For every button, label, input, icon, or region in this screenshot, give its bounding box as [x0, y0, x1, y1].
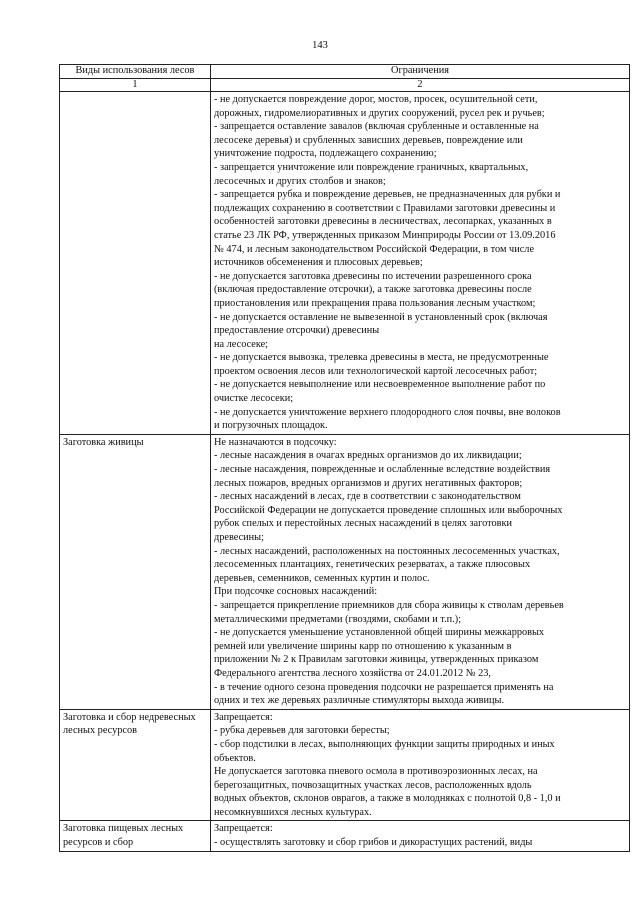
- restriction-line: - осуществлять заготовку и сбор грибов и дикорастущих растений, виды: [214, 837, 533, 849]
- column-number-row: [60, 78, 630, 92]
- restriction-line: - сбор подстилки в лесах, выполняющих функции защиты природных и иных: [214, 738, 555, 750]
- col-number-1: 1: [60, 78, 211, 92]
- restriction-line: деревьев, семенников, семенных куртин и полос.: [214, 572, 430, 584]
- restriction-line: Запрещается:: [214, 823, 273, 835]
- usage-type-cell: [60, 92, 211, 435]
- restriction-line: - запрещается прикрепление приемников для сбора живицы к стволам деревьев: [214, 599, 564, 611]
- restriction-line: ремней или увеличение ширины карр по отношению к указанным в: [214, 640, 512, 652]
- usage-type-cell: Заготовка живицы: [60, 434, 211, 709]
- restriction-line: - лесные насаждения, поврежденные и ослабленные вследствие воздействия: [214, 464, 551, 476]
- restriction-line: - запрещается оставление завалов (включая срубленные и оставленные на: [214, 121, 539, 133]
- restriction-line: - не допускается уничтожение верхнего плодородного слоя почвы, вне волоков: [214, 406, 561, 418]
- restriction-line: лесосеке деревья) и срубленных зависших деревьев, повреждение или: [214, 134, 523, 146]
- restriction-line: источников обсеменения и плюсовых деревьев;: [214, 257, 423, 269]
- restriction-line: очистке лесосеки;: [214, 393, 294, 405]
- restriction-line: - запрещается уничтожение или повреждение граничных, квартальных,: [214, 161, 529, 173]
- usage-type-cell: Заготовка пищевых лесных ресурсов и сбор: [60, 821, 211, 851]
- restrictions-cell: [211, 821, 630, 851]
- restriction-line: приостановления или прекращения права пользования лесным участком;: [214, 297, 536, 309]
- restriction-line: особенностей заготовки древесины в лесничествах, лесопарках, указанных в: [214, 216, 552, 228]
- restriction-line: древесины;: [214, 532, 264, 543]
- restriction-line: дорожных, гидромелиоративных и других сооружений, русел рек и ручьев;: [214, 107, 545, 119]
- restriction-line: несомкнувшихся лесных культурах.: [214, 806, 372, 818]
- table-body: [60, 92, 630, 852]
- restriction-line: лесосеменных плантациях, генетических резерватах, а также плюсовых: [214, 559, 531, 571]
- restriction-line: Не назначаются в подсочку:: [214, 436, 337, 448]
- restriction-line: водных объектов, склонов оврагов, а также в молодняках с полнотой 0,8 - 1,0 и: [214, 793, 561, 805]
- table-row: [60, 92, 630, 435]
- restriction-line: рубок спелых и перестойных лесных насаждений в целях заготовки: [214, 518, 512, 530]
- restriction-line: - лесных насаждений, расположенных на постоянных лесосеменных участках,: [214, 545, 560, 557]
- restrictions-cell: [211, 92, 630, 435]
- table-row: [60, 709, 630, 821]
- restriction-line: и погрузочных площадок.: [214, 420, 328, 432]
- restriction-line: № 474, и лесным законодательством Российской Федерации, в том числе: [214, 243, 535, 255]
- header-col2: Ограничения: [211, 65, 630, 79]
- restriction-line: - не допускается уменьшение установленной общей ширины межкарровых: [214, 627, 545, 639]
- restriction-line: проектом освоения лесов или технологической картой лесосечных работ;: [214, 365, 538, 377]
- restriction-line: объектов.: [214, 752, 256, 764]
- restriction-line: При подсочке сосновых насаждений:: [214, 586, 378, 598]
- restriction-line: - запрещается рубка и повреждение деревьев, не предназначенных для рубки и: [214, 189, 561, 201]
- restriction-line: - не допускается заготовка древесины по истечении разрешенного срока: [214, 270, 532, 282]
- restriction-line: - рубка деревьев для заготовки бересты;: [214, 725, 390, 737]
- restriction-line: - не допускается оставление не вывезенной в установленный срок (включая: [214, 311, 548, 323]
- restriction-line: Не допускается заготовка пневого осмола в противоэрозионных лесах, на: [214, 766, 538, 778]
- table-row: [60, 821, 630, 851]
- restriction-line: лесных пожаров, вредных организмов и других негативных факторов;: [214, 477, 523, 489]
- table-row: [60, 434, 630, 709]
- restriction-line: одних и тех же деревьях различные стимуляторы выхода живицы.: [214, 695, 505, 707]
- restriction-line: предоставление отсрочки) древесины: [214, 325, 380, 337]
- table-header-row: [60, 65, 630, 79]
- restriction-line: (включая предоставление отсрочки), а также заготовка древесины после: [214, 284, 532, 296]
- restriction-line: Федерального агентства лесного хозяйства от 24.01.2012 № 23,: [214, 667, 491, 679]
- restriction-line: металлическими предметами (гвоздями, скобами и т.п.);: [214, 613, 462, 625]
- restriction-line: - в течение одного сезона проведения подсочки не разрешается применять на: [214, 681, 554, 693]
- restriction-line: - не допускается повреждение дорог, мостов, просек, осушительной сети,: [214, 94, 538, 105]
- restriction-line: на лесосеке;: [214, 338, 269, 350]
- restrictions-table: [59, 64, 630, 852]
- restriction-line: - лесных насаждений в лесах, где в соответствии с законодательством: [214, 491, 521, 503]
- restriction-line: берегозащитных, почвозащитных участках лесов, расположенных вдоль: [214, 779, 532, 791]
- restriction-line: приложении № 2 к Правилам заготовки живицы, утвержденных приказом: [214, 654, 539, 666]
- restriction-line: - лесные насаждения в очагах вредных организмов до их ликвидации;: [214, 450, 522, 462]
- restriction-line: статье 23 ЛК РФ, утвержденных приказом Минприроды России от 13.09.2016: [214, 229, 556, 241]
- restriction-line: - не допускается вывозка, трелевка древесины в места, не предусмотренные: [214, 352, 549, 364]
- restrictions-cell: [211, 434, 630, 709]
- col-number-2: 2: [211, 78, 630, 92]
- header-col1: Виды использования лесов: [60, 65, 211, 79]
- restriction-line: Российской Федерации не допускается проведение сплошных или выборочных: [214, 504, 563, 516]
- restriction-line: подлежащих сохранению в соответствии с Правилами заготовки древесины и: [214, 202, 556, 214]
- restriction-line: уничтожение подроста, подлежащего сохранению;: [214, 148, 437, 160]
- usage-type-cell: Заготовка и сбор недревесных лесных ресурсов: [60, 709, 211, 821]
- restriction-line: лесосечных и других столбов и знаков;: [214, 175, 386, 187]
- page-number: 143: [312, 40, 328, 51]
- restriction-line: Запрещается:: [214, 711, 273, 723]
- restrictions-cell: [211, 709, 630, 821]
- restriction-line: - не допускается невыполнение или несвоевременное выполнение работ по: [214, 379, 546, 391]
